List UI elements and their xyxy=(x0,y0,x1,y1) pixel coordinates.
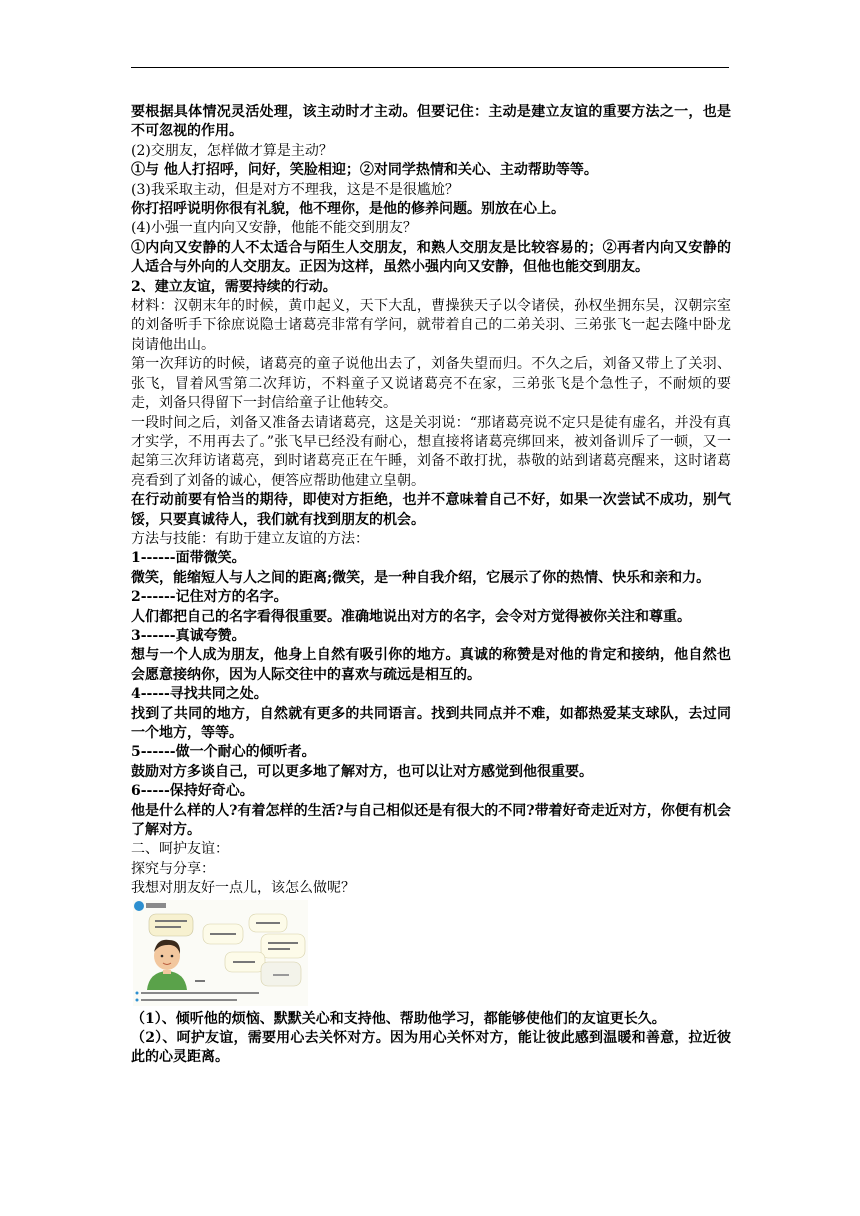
paragraph: 找到了共同的地方，自然就有更多的共同语言。找到共同点并不难，如都热爱某支球队，去过同一个地方，等等。 xyxy=(131,705,731,741)
paragraph: 3------真诚夸赞。 xyxy=(131,627,246,644)
paragraph: 2------记住对方的名字。 xyxy=(131,589,288,606)
paragraph: 你打招呼说明你很有礼貌，他不理你，是他的修养问题。别放在心上。 xyxy=(131,201,565,218)
paragraph: 鼓励对方多谈自己，可以更多地了解对方，也可以让对方感觉到他很重要。 xyxy=(131,763,593,780)
paragraph: 我想对朋友好一点儿，该怎么做呢？ xyxy=(131,880,355,897)
paragraph: (4)小强一直内向又安静，他能不能交到朋友？ xyxy=(131,220,417,237)
paragraph: 二、呵护友谊： xyxy=(131,841,229,858)
paragraph: (2)交朋友，怎样做才算是主动？ xyxy=(131,142,333,159)
paragraph: 6-----保持好奇心。 xyxy=(131,783,254,800)
textbook-illustration xyxy=(133,900,308,1006)
paragraph: ①内向又安静的人不太适合与陌生人交朋友，和熟人交朋友是比较容易的；②再者内向又安静的人适合与外向的人交朋友。正因为这样，虽然小强内向又安静，但他也能交到朋友。 xyxy=(131,239,731,276)
paragraph: 在行动前要有恰当的期待，即使对方拒绝，也并不意味着自己不好，如果一次尝试不成功，别气馁，只要真诚待人，我们就有找到朋友的机会。 xyxy=(131,492,731,528)
paragraph: 微笑，能缩短人与人之间的距离;微笑，是一种自我介绍，它展示了你的热情、快乐和亲和力。 xyxy=(131,569,711,586)
paragraph: 第一次拜访的时候，诸葛亮的童子说他出去了，刘备失望而归。不久之后，刘备又带上了关羽、张飞，冒着风雪第二次拜访，不料童子又说诸葛亮不在家，三弟张飞是个急性子，不耐烦的要走，刘备只得留下一封信给童子让他转交。 xyxy=(131,356,731,412)
paragraph: 1------面带微笑。 xyxy=(131,550,246,567)
paragraph: 一段时间之后，刘备又准备去请诸葛亮，这是关羽说：“那诸葛亮说不定只是徒有虚名，并没有真才实学，不用再去了。”张飞早已经没有耐心，想直接将诸葛亮绑回来，被刘备训斥了一顿，又一起第三次拜访诸葛亮，到时诸葛亮正在午睡，刘备不敢打扰，恭敬的站到诸葛亮醒来，这时诸葛亮看到了刘备的诚心，便答应帮助他建立皇朝。 xyxy=(131,414,731,489)
paragraph: （1）、倾听他的烦恼、默默关心和支持他、帮助他学习，都能够使他们的友谊更长久。 xyxy=(131,1010,666,1027)
paragraph: 5------做一个耐心的倾听者。 xyxy=(131,744,316,761)
badge-icon xyxy=(134,901,144,911)
paragraph: 探究与分享： xyxy=(131,860,215,877)
paragraph: 材料：汉朝末年的时候，黄巾起义，天下大乱，曹操狭天子以令诸侯，孙权坐拥东吴，汉朝宗室的刘备听手下徐庶说隐士诸葛亮非常有学问，就带着自己的二弟关羽、三弟张飞一起去隆中卧龙岗请他出山。 xyxy=(131,298,731,353)
paragraph: ①与 他人打招呼，问好，笑脸相迎；②对同学热情和关心、主动帮助等等。 xyxy=(131,162,598,179)
paragraph: (3)我采取主动，但是对方不理我，这是不是很尴尬？ xyxy=(131,181,459,198)
document-body xyxy=(131,103,731,1068)
paragraph: 人们都把自己的名字看得很重要。准确地说出对方的名字，会令对方觉得被你关注和尊重。 xyxy=(131,608,691,625)
header-rule xyxy=(131,67,729,68)
paragraph: 4-----寻找共同之处。 xyxy=(131,686,268,703)
paragraphs-bottom xyxy=(131,1010,731,1068)
paragraphs-top xyxy=(131,103,731,899)
illustration-image xyxy=(133,900,308,1006)
paragraph: 2、建立友谊，需要持续的行动。 xyxy=(131,278,337,295)
paragraph: 方法与技能：有助于建立友谊的方法： xyxy=(131,530,369,547)
paragraph: 要根据具体情况灵活处理，该主动时才主动。但要记住：主动是建立友谊的重要方法之一，也是不可忽视的作用。 xyxy=(131,104,731,140)
paragraph: 想与一个人成为朋友，他身上自然有吸引你的地方。真诚的称赞是对他的肯定和接纳，他自然也会愿意接纳你，因为人际交往中的喜欢与疏远是相互的。 xyxy=(131,647,731,683)
paragraph: 他是什么样的人?有着怎样的生活?与自己相似还是有很大的不同?带着好奇走近对方，你便有机会了解对方。 xyxy=(131,802,731,839)
paragraph: （2）、呵护友谊，需要用心去关怀对方。因为用心关怀对方，能让彼此感到温暖和善意，拉近彼此的心灵距离。 xyxy=(131,1030,731,1066)
